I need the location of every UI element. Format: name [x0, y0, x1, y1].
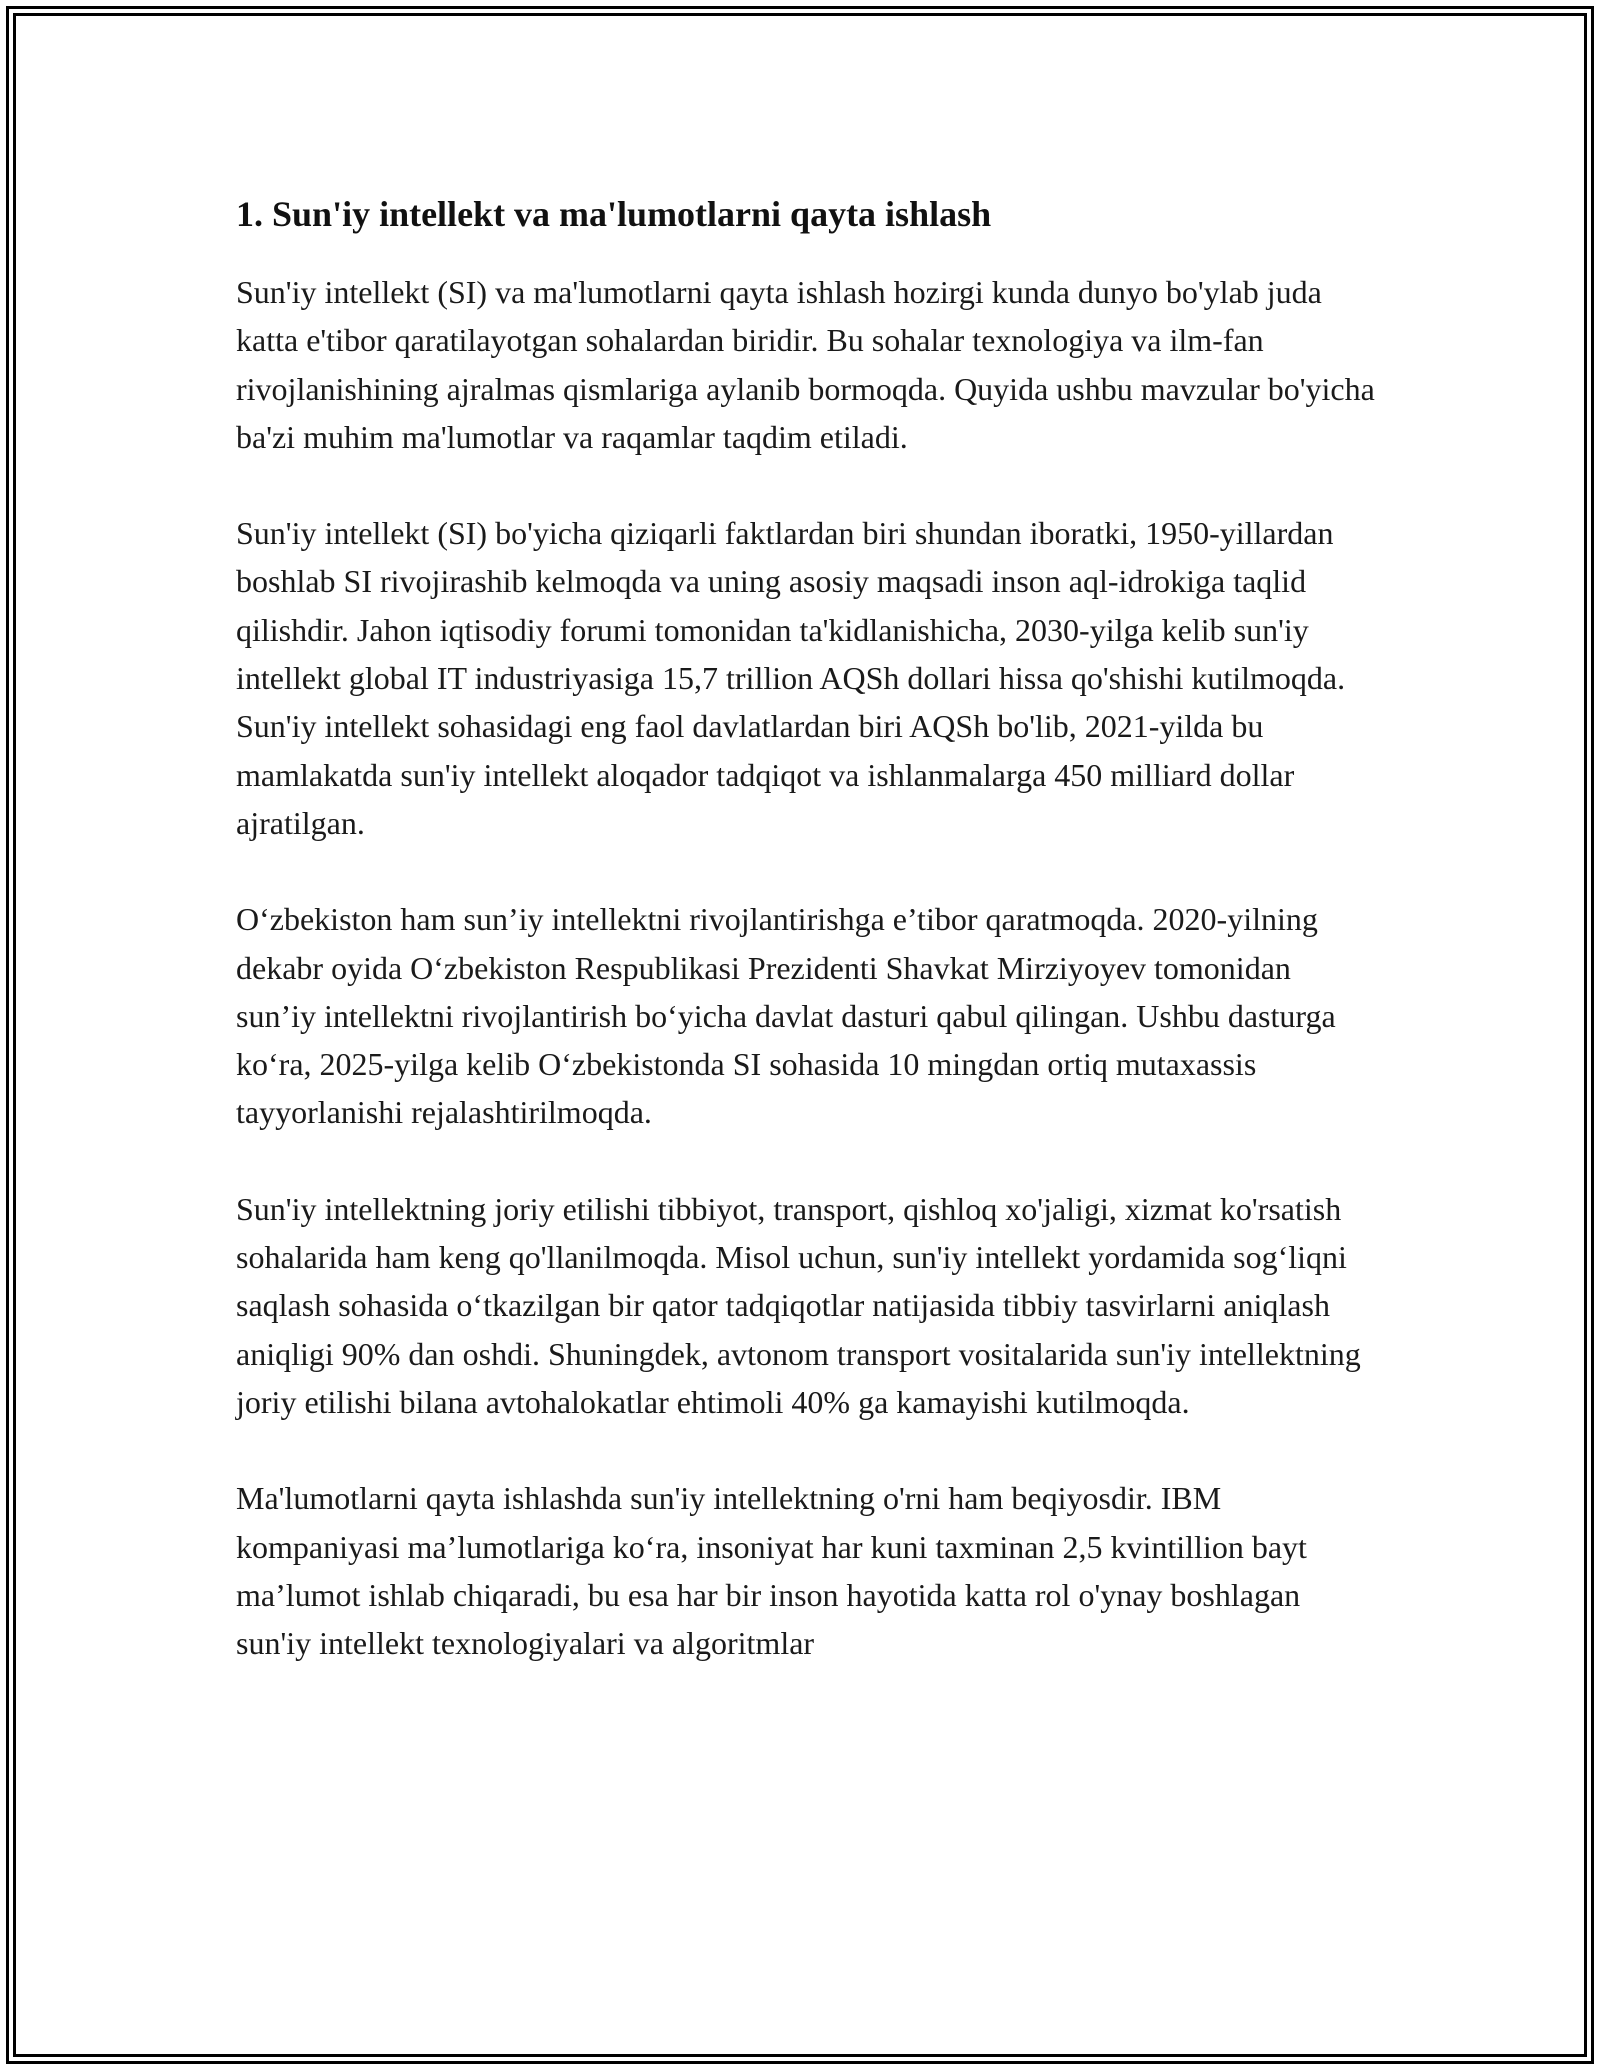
paragraph-data-processing: Ma'lumotlarni qayta ishlashda sun'iy intellektning o'rni ham beqiyosdir. IBM kompaniyasi ma’lumotlariga ko‘ra, insoniyat har kuni taxminan 2,5 kvintillion bayt ma’lumot ishlab chiqaradi, bu esa har bir inson hayotida katta rol o'ynay boshlagan sun'iy intellekt texnologiyalari va algoritmlar [236, 1480, 1307, 1662]
paragraph-uzbekistan: O‘zbekiston ham sun’iy intellektni rivojlantirishga e’tibor qaratmoqda. 2020-yilning dekabr oyida O‘zbekiston Respublikasi Prezidenti Shavkat Mirziyoyev tomonidan sun’iy intellektni rivojlantirish bo‘yicha davlat dasturi qabul qilingan. Ushbu dasturga ko‘ra, 2025-yilga kelib O‘zbekistonda SI sohasida 10 mingdan ortiq mutaxassis tayyorlanishi rejalashtirilmoqda. [236, 901, 1336, 1131]
paragraph-ai-facts: Sun'iy intellekt (SI) bo'yicha qiziqarli faktlardan biri shundan iboratki, 1950-yillardan boshlab SI rivojirashib kelmoqda va uning asosiy maqsadi inson aql-idrokiga taqlid qilishdir. Jahon iqtisodiy forumi tomonidan ta'kidlanishicha, 2030-yilga kelib sun'iy intellekt global IT industriyasiga 15,7 trillion AQSh dollari hissa qo'shishi kutilmoqda. Sun'iy intellekt sohasidagi eng faol davlatlardan biri AQSh bo'lib, 2021-yilda bu mamlakatda sun'iy intellekt aloqador tadqiqot va ishlanmalarga 450 milliard dollar ajratilgan. [236, 515, 1346, 841]
section-heading: 1. Sun'iy intellekt va ma'lumotlarni qayta ishlash [236, 194, 992, 234]
document-page [236, 190, 1376, 1715]
paragraph-intro: Sun'iy intellekt (SI) va ma'lumotlarni qayta ishlash hozirgi kunda dunyo bo'ylab juda katta e'tibor qaratilayotgan sohalardan biridir. Bu sohalar texnologiya va ilm-fan rivojlanishining ajralmas qismlariga aylanib bormoqda. Quyida ushbu mavzular bo'yicha ba'zi muhim ma'lumotlar va raqamlar taqdim etiladi. [236, 274, 1375, 455]
paragraph-applications: Sun'iy intellektning joriy etilishi tibbiyot, transport, qishloq xo'jaligi, xizmat ko'rsatish sohalarida ham keng qo'llanilmoqda. Misol uchun, sun'iy intellekt yordamida sog‘liqni saqlash sohasida o‘tkazilgan bir qator tadqiqotlar natijasida tibbiy tasvirlarni aniqlash aniqligi 90% dan oshdi. Shuningdek, avtonom transport vositalarida sun'iy intellektning joriy etilishi bilana avtohalokatlar ehtimoli 40% ga kamayishi kutilmoqda. [236, 1190, 1361, 1420]
